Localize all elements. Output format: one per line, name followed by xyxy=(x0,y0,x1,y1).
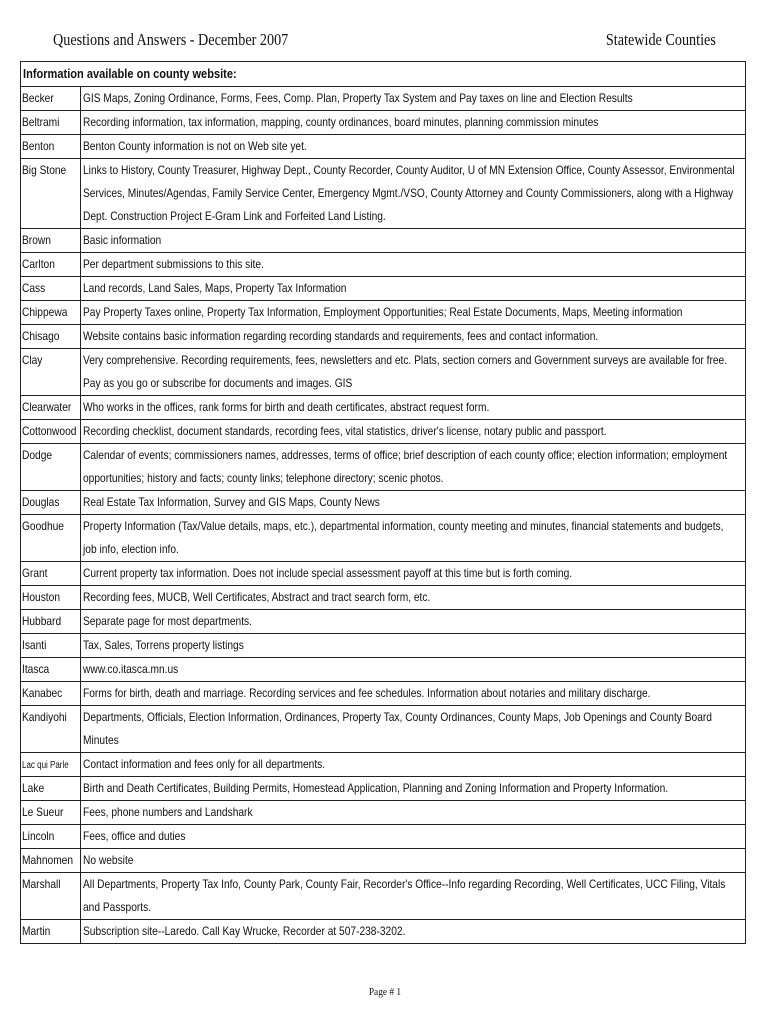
website-info-text: Property Information (Tax/Value details, maps, etc.), departmental information, county meeting and minutes, financial statements and budgets, job info, election info. xyxy=(83,519,724,556)
website-info-text: Current property tax information. Does not include special assessment payoff at this time but is forth coming. xyxy=(83,566,573,580)
website-info-text: Separate page for most departments. xyxy=(83,614,252,628)
website-info-cell xyxy=(81,801,745,824)
website-info-cell xyxy=(81,396,745,419)
website-info-cell xyxy=(81,682,745,705)
website-info-text: www.co.itasca.mn.us xyxy=(83,662,179,676)
website-info-cell xyxy=(81,159,745,228)
website-info-text: Departments, Officials, Election Information, Ordinances, Property Tax, County Ordinances, County Maps, Job Openings and County Board Minutes xyxy=(83,710,712,747)
table-row xyxy=(21,253,745,277)
county-name-cell xyxy=(21,873,81,919)
website-info-cell xyxy=(81,491,745,514)
table-row xyxy=(21,325,745,349)
county-name-cell xyxy=(21,515,81,561)
website-info-cell xyxy=(81,610,745,633)
county-name-cell xyxy=(21,325,81,348)
county-name-cell xyxy=(21,634,81,657)
table-title: Information available on county website: xyxy=(21,62,745,87)
county-name: Mahnomen xyxy=(22,853,74,867)
website-info-cell xyxy=(81,634,745,657)
county-name-cell xyxy=(21,610,81,633)
website-info-text: Per department submissions to this site. xyxy=(83,257,264,271)
table-row xyxy=(21,825,745,849)
page-footer xyxy=(0,986,770,998)
county-name: Carlton xyxy=(22,257,55,271)
county-name: Lincoln xyxy=(22,829,55,843)
website-info-text: Real Estate Tax Information, Survey and GIS Maps, County News xyxy=(83,495,380,509)
website-info-text: Contact information and fees only for all departments. xyxy=(83,757,326,771)
table-row xyxy=(21,706,745,753)
county-name: Big Stone xyxy=(22,163,67,177)
table-row xyxy=(21,420,745,444)
table-row xyxy=(21,111,745,135)
county-name-cell xyxy=(21,562,81,585)
table-row xyxy=(21,777,745,801)
website-info-text: Pay Property Taxes online, Property Tax Information, Employment Opportunities; Real Estate Documents, Maps, Meeting information xyxy=(83,305,683,319)
county-name: Cottonwood xyxy=(22,424,77,438)
table-row xyxy=(21,658,745,682)
document-subtitle: Statewide Counties xyxy=(606,30,716,49)
table-row xyxy=(21,849,745,873)
website-info-cell xyxy=(81,777,745,800)
county-name: Marshall xyxy=(22,877,61,891)
website-info-text: Forms for birth, death and marriage. Recording services and fee schedules. Information about notaries and military discharge. xyxy=(83,686,651,700)
county-name-cell xyxy=(21,777,81,800)
county-name: Cass xyxy=(22,281,46,295)
table-body xyxy=(21,87,745,943)
table-row xyxy=(21,920,745,943)
table-row xyxy=(21,229,745,253)
county-name-cell xyxy=(21,849,81,872)
page-header xyxy=(0,27,770,53)
county-name-cell xyxy=(21,920,81,943)
website-info-cell xyxy=(81,325,745,348)
website-info-cell xyxy=(81,253,745,276)
county-name: Chippewa xyxy=(22,305,68,319)
county-name: Le Sueur xyxy=(22,805,64,819)
website-info-cell xyxy=(81,586,745,609)
county-name-cell xyxy=(21,277,81,300)
county-name-cell xyxy=(21,396,81,419)
website-info-text: Subscription site--Laredo. Call Kay Wrucke, Recorder at 507-238-3202. xyxy=(83,924,406,938)
table-row xyxy=(21,562,745,586)
website-info-cell xyxy=(81,277,745,300)
county-name: Benton xyxy=(22,139,55,153)
website-info-cell xyxy=(81,658,745,681)
county-name-cell xyxy=(21,491,81,514)
website-info-cell xyxy=(81,87,745,110)
table-row xyxy=(21,801,745,825)
county-name: Clearwater xyxy=(22,400,72,414)
county-name: Goodhue xyxy=(22,519,64,533)
website-info-cell xyxy=(81,420,745,443)
county-name: Dodge xyxy=(22,448,53,462)
county-name-cell xyxy=(21,444,81,490)
table-row xyxy=(21,159,745,229)
county-name-cell xyxy=(21,349,81,395)
table-row xyxy=(21,396,745,420)
county-name: Chisago xyxy=(22,329,60,343)
website-info-text: Very comprehensive. Recording requirements, fees, newsletters and etc. Plats, section corners and Government surveys are available for free. Pay as you go or subscribe for documents and images. GIS xyxy=(83,353,728,390)
table-row xyxy=(21,610,745,634)
website-info-text: Recording checklist, document standards, recording fees, vital statistics, driver's license, notary public and passport. xyxy=(83,424,607,438)
website-info-text: Links to History, County Treasurer, Highway Dept., County Recorder, County Auditor, U of MN Extension Office, County Assessor, Environmental Services, Minutes/Agendas, Family Service Center, Emergency Mgmt./VSO, County Attorney and County Commissioners, along with a Highway Dept. Construction Project E-Gram Link and Forfeited Land Listing. xyxy=(83,163,735,223)
table-row xyxy=(21,515,745,562)
website-info-text: GIS Maps, Zoning Ordinance, Forms, Fees, Comp. Plan, Property Tax System and Pay taxes on line and Election Results xyxy=(83,91,633,105)
website-info-cell xyxy=(81,301,745,324)
county-name: Hubbard xyxy=(22,614,62,628)
table-row xyxy=(21,87,745,111)
county-name-cell xyxy=(21,801,81,824)
table-row xyxy=(21,634,745,658)
website-info-text: Benton County information is not on Web site yet. xyxy=(83,139,307,153)
county-name: Clay xyxy=(22,353,43,367)
county-name-cell xyxy=(21,253,81,276)
website-info-text: Calendar of events; commissioners names, addresses, terms of office; brief description of each county office; election information; employment opportunities; history and facts; county links; telephone directory; scenic photos. xyxy=(83,448,728,485)
table-row xyxy=(21,873,745,920)
website-info-text: Tax, Sales, Torrens property listings xyxy=(83,638,244,652)
website-info-text: Who works in the offices, rank forms for birth and death certificates, abstract request form. xyxy=(83,400,490,414)
county-name-cell xyxy=(21,301,81,324)
website-info-text: Basic information xyxy=(83,233,162,247)
county-name: Houston xyxy=(22,590,60,604)
table-row xyxy=(21,349,745,396)
table-row xyxy=(21,753,745,777)
table-row xyxy=(21,586,745,610)
county-name-cell xyxy=(21,825,81,848)
county-name: Kanabec xyxy=(22,686,63,700)
county-name: Brown xyxy=(22,233,51,247)
website-info-cell xyxy=(81,920,745,943)
county-name-cell xyxy=(21,159,81,228)
website-info-cell xyxy=(81,873,745,919)
website-info-cell xyxy=(81,349,745,395)
website-info-cell xyxy=(81,444,745,490)
county-name-cell xyxy=(21,87,81,110)
website-info-text: Fees, phone numbers and Landshark xyxy=(83,805,253,819)
table-row xyxy=(21,135,745,159)
table-row xyxy=(21,277,745,301)
county-name-cell xyxy=(21,658,81,681)
website-info-cell xyxy=(81,562,745,585)
county-name: Lac qui Parle xyxy=(22,760,69,771)
website-info-text: No website xyxy=(83,853,134,867)
website-info-cell xyxy=(81,111,745,134)
county-name: Lake xyxy=(22,781,45,795)
website-info-text: Land records, Land Sales, Maps, Property Tax Information xyxy=(83,281,347,295)
county-website-table xyxy=(20,61,746,944)
county-name: Isanti xyxy=(22,638,47,652)
county-name-cell xyxy=(21,111,81,134)
county-name: Kandiyohi xyxy=(22,710,67,724)
website-info-cell xyxy=(81,515,745,561)
county-name: Martin xyxy=(22,924,51,938)
county-name: Douglas xyxy=(22,495,60,509)
website-info-cell xyxy=(81,706,745,752)
table-row xyxy=(21,444,745,491)
county-name-cell xyxy=(21,135,81,158)
table-row xyxy=(21,491,745,515)
website-info-cell xyxy=(81,135,745,158)
county-name-cell xyxy=(21,682,81,705)
county-name-cell xyxy=(21,229,81,252)
county-name-cell xyxy=(21,586,81,609)
website-info-text: Website contains basic information regarding recording standards and requirements, fees and contact information. xyxy=(83,329,599,343)
county-name: Becker xyxy=(22,91,54,105)
county-name: Beltrami xyxy=(22,115,60,129)
table-row xyxy=(21,301,745,325)
website-info-text: All Departments, Property Tax Info, County Park, County Fair, Recorder's Office--Info regarding Recording, Well Certificates, UCC Filing, Vitals and Passports. xyxy=(83,877,726,914)
page-number: Page # 1 xyxy=(368,986,402,998)
website-info-cell xyxy=(81,229,745,252)
website-info-text: Recording fees, MUCB, Well Certificates, Abstract and tract search form, etc. xyxy=(83,590,431,604)
county-name-cell xyxy=(21,753,81,776)
website-info-text: Fees, office and duties xyxy=(83,829,186,843)
website-info-cell xyxy=(81,825,745,848)
table-row xyxy=(21,682,745,706)
county-name: Itasca xyxy=(22,662,50,676)
county-name: Grant xyxy=(22,566,48,580)
website-info-cell xyxy=(81,849,745,872)
website-info-text: Recording information, tax information, mapping, county ordinances, board minutes, planning commission minutes xyxy=(83,115,599,129)
website-info-text: Birth and Death Certificates, Building Permits, Homestead Application, Planning and Zoning Information and Property Information. xyxy=(83,781,669,795)
county-name-cell xyxy=(21,420,81,443)
county-name-cell xyxy=(21,706,81,752)
website-info-cell xyxy=(81,753,745,776)
document-title: Questions and Answers - December 2007 xyxy=(53,30,289,49)
